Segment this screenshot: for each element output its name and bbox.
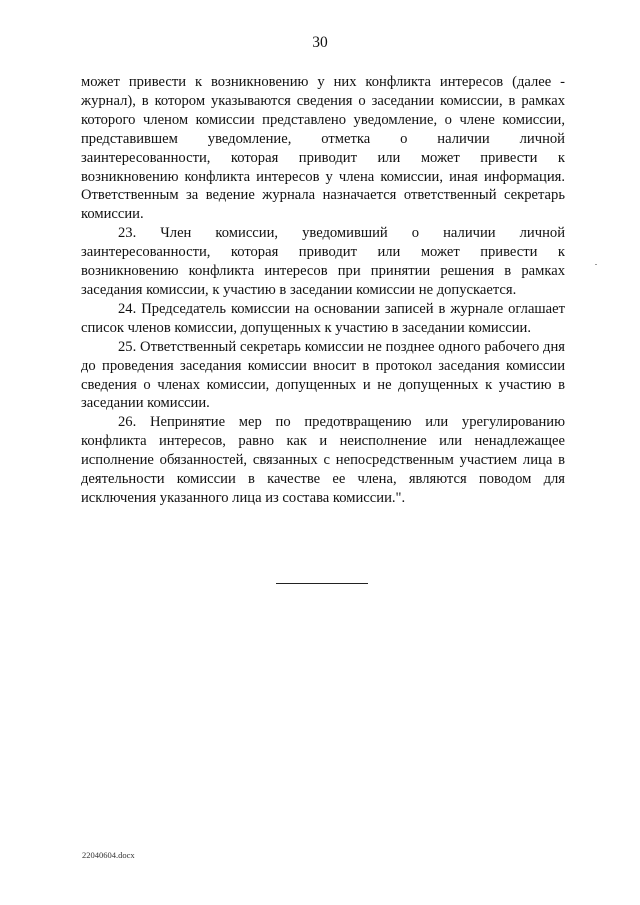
document-body	[81, 73, 565, 508]
paragraph-item-24: 24. Председатель комиссии на основании записей в журнале оглашает список членов комиссии, допущенных к участию в заседании комиссии.	[81, 300, 565, 336]
page-number: 30	[312, 34, 328, 51]
paragraph-continuation: может привести к возникновению у них конфликта интересов (далее - журнал), в котором указываются сведения о заседании комиссии, в рамках которого членом комиссии представлено уведомление, о члене комиссии, представившем уведомление, отметка о наличии личной заинтересованности, которая приводит или может привести к возникновению конфликта интересов у члена комиссии, иная информация. Ответственным за ведение журнала назначается ответственный секретарь комиссии.	[81, 74, 565, 223]
paragraph-item-26: 26. Непринятие мер по предотвращению или урегулированию конфликта интересов, равно как и неисполнение или ненадлежащее исполнение обязанностей, связанных с непосредственным участием лица в деятельности комиссии в качестве ее члена, являются поводом для исключения указанного лица из состава комиссии.".	[81, 414, 565, 506]
file-code: 22040604.docx	[82, 850, 135, 860]
end-separator-line	[276, 583, 368, 584]
scan-speck	[595, 264, 597, 265]
paragraph-item-25: 25. Ответственный секретарь комиссии не позднее одного рабочего дня до проведения заседания комиссии вносит в протокол заседания комиссии сведения о членах комиссии, допущенных и не допущенных к участию в заседании комиссии.	[81, 338, 565, 412]
paragraph-item-23: 23. Член комиссии, уведомивший о наличии личной заинтересованности, которая приводит или может привести к возникновению конфликта интересов при принятии решения в рамках заседания комиссии, к участию в заседании комиссии не допускается.	[81, 225, 565, 298]
